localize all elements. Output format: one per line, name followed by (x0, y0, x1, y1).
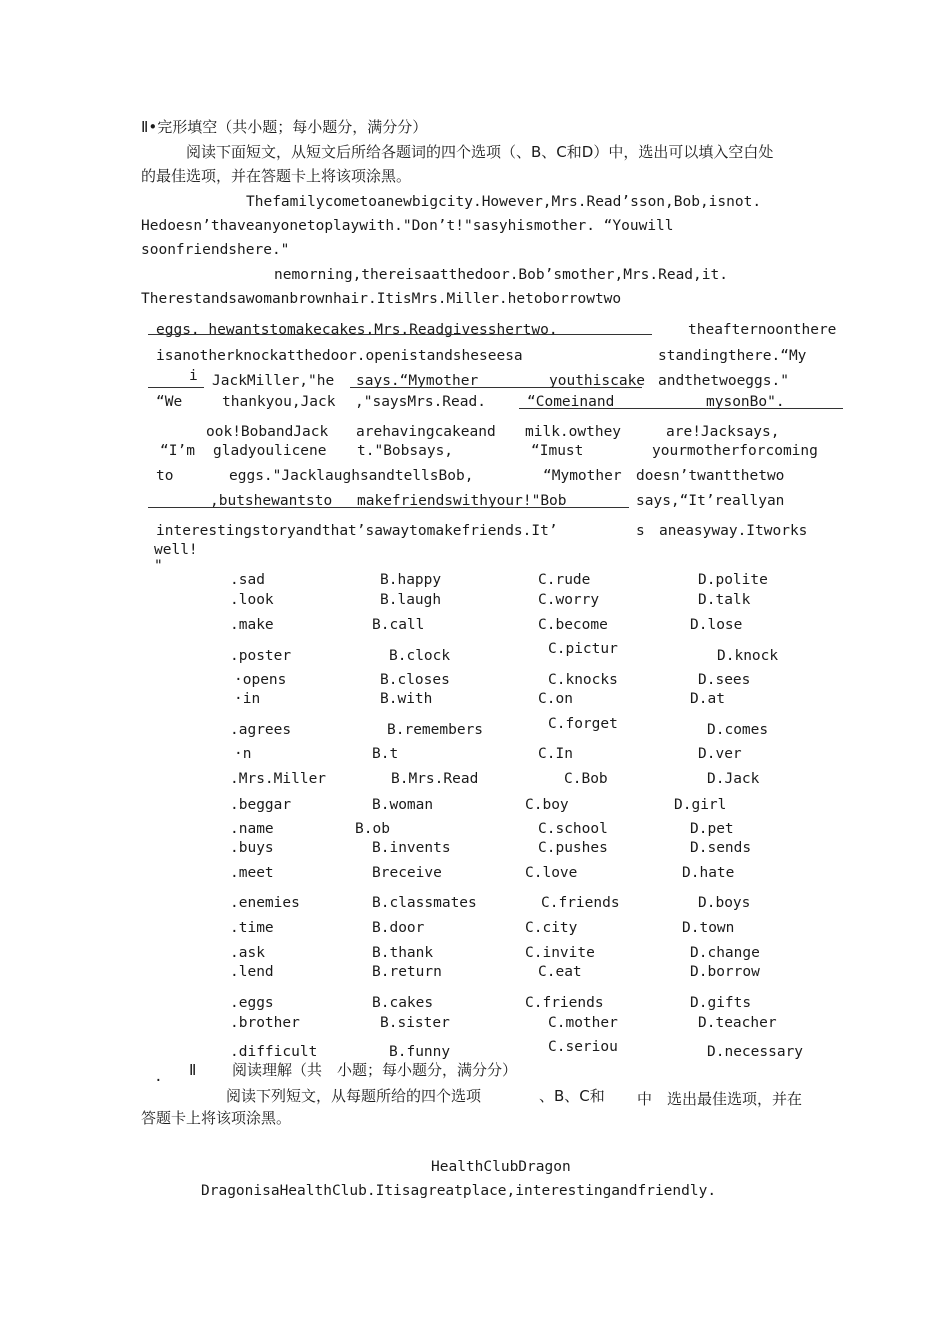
option-d: D.ver (698, 746, 742, 762)
option-d: D.sends (690, 840, 752, 856)
passage-line: soonfriendshere." (141, 242, 290, 258)
passage-line: milk.owthey (525, 424, 622, 440)
option-b: B.Mrs.Read (391, 771, 479, 787)
passage-line: ook!BobandJack (206, 424, 329, 440)
passage-line: andthetwoeggs." (658, 373, 789, 389)
option-d: D.talk (698, 592, 751, 608)
passage-line: doesn’twantthetwo (636, 468, 785, 484)
option-c: C.love (525, 865, 578, 881)
passage-line: gladyoulicene (213, 443, 327, 459)
option-c: C.friends (525, 995, 604, 1011)
option-c: C.Bob (564, 771, 608, 787)
blank-underline (148, 387, 204, 388)
option-d: D.sees (698, 672, 751, 688)
passage-line: DragonisaHealthClub.Itisagreatplace,interestingandfriendly. (201, 1183, 717, 1199)
cloze-instruction: 阅读下面短文，从短文后所给各题词的四个选项（、B、C和D）中，选出可以填入空白处 (186, 143, 774, 161)
passage-line: eggs. hewantstomakecakes.Mrs.Readgivesshertwo. (156, 322, 558, 338)
option-d: D.hate (682, 865, 735, 881)
blank-underline (148, 334, 652, 335)
section-heading-reading: 阅读理解（共 小题；每小题分，满分分） (232, 1061, 518, 1079)
option-a: ·in (234, 691, 261, 707)
option-b: B.funny (389, 1044, 451, 1060)
option-b: B.closes (380, 672, 450, 688)
passage-title: HealthClubDragon (431, 1159, 571, 1175)
passage-line: makefriendswithyour!"Bob (357, 493, 567, 509)
option-b: B.clock (389, 648, 451, 664)
option-a: .name (230, 821, 274, 837)
option-d: D.lose (690, 617, 743, 633)
option-d: D.boys (698, 895, 751, 911)
passage-line: “Imust (531, 443, 584, 459)
option-b: B.remembers (387, 722, 484, 738)
passage-line: ,butshewantsto (210, 493, 333, 509)
passage-line: are!Jacksays, (666, 424, 780, 440)
option-c: C.boy (525, 797, 569, 813)
option-c: C.rude (538, 572, 591, 588)
passage-line: t."Bobsays, (357, 443, 454, 459)
passage-line: Hedoesn’thaveanyonetoplaywith."Don’t!"sasyhismother. “Youwill (141, 218, 674, 234)
passage-line: Therestandsawomanbrownhair.ItisMrs.Miller.hetoborrowtwo (141, 291, 622, 307)
option-d: D.necessary (707, 1044, 804, 1060)
option-d: D.comes (707, 722, 769, 738)
option-c: C.friends (541, 895, 620, 911)
option-b: B.classmates (372, 895, 477, 911)
option-a: .brother (230, 1015, 300, 1031)
option-c: C.pushes (538, 840, 608, 856)
section-number: Ⅱ (189, 1061, 197, 1079)
passage-line: “Comeinand (527, 394, 615, 410)
option-a: .enemies (230, 895, 300, 911)
option-d: D.borrow (690, 964, 760, 980)
option-a: .beggar (230, 797, 292, 813)
reading-instruction: 阅读下列短文，从每题所给的四个选项 (226, 1087, 482, 1105)
option-c: C.seriou (548, 1039, 618, 1055)
passage-line: aneasyway.Itworks (659, 523, 808, 539)
reading-instruction-cont: 答题卡上将该项涂黑。 (141, 1109, 292, 1127)
option-a: .ask (230, 945, 265, 961)
option-d: D.girl (674, 797, 727, 813)
passage-line: “We (156, 394, 183, 410)
option-b: B.call (372, 617, 425, 633)
passage-line: ,"saysMrs.Read. (355, 394, 486, 410)
option-a: .sad (230, 572, 265, 588)
option-c: C.become (538, 617, 608, 633)
blank-underline (519, 408, 843, 409)
option-d: D.teacher (698, 1015, 777, 1031)
passage-line: to (156, 468, 174, 484)
passage-line: standingthere.“My (658, 348, 807, 364)
option-b: B.thank (372, 945, 434, 961)
option-d: D.Jack (707, 771, 760, 787)
passage-line: mysonBo". (706, 394, 785, 410)
option-a: .Mrs.Miller (230, 771, 327, 787)
option-d: D.pet (690, 821, 734, 837)
reading-instruction: 、B、C和 (539, 1087, 605, 1105)
option-b: B.ob (355, 821, 390, 837)
passage-line: theafternoonthere (688, 322, 837, 338)
passage-line: isanotherknockatthedoor.openistandsheseesa (156, 348, 523, 364)
option-d: D.polite (698, 572, 768, 588)
option-b: B.return (372, 964, 442, 980)
option-c: C.worry (538, 592, 600, 608)
option-a: ·opens (234, 672, 287, 688)
option-a: ·n (234, 746, 252, 762)
option-c: C.invite (525, 945, 595, 961)
passage-line: well! (154, 542, 198, 558)
option-a: .make (230, 617, 274, 633)
option-c: C.eat (538, 964, 582, 980)
option-a: .poster (230, 648, 292, 664)
cloze-instruction-cont: 的最佳选项，并在答题卡上将该项涂黑。 (141, 167, 412, 185)
option-b: B.cakes (372, 995, 434, 1011)
option-d: D.change (690, 945, 760, 961)
option-d: D.gifts (690, 995, 752, 1011)
passage-line: JackMiller,"he (212, 373, 335, 389)
passage-line: yourmotherforcoming (652, 443, 818, 459)
option-b: B.door (372, 920, 425, 936)
passage-fragment: i (189, 368, 198, 384)
passage-fragment: " (154, 558, 163, 574)
option-b: B.woman (372, 797, 434, 813)
option-a: .time (230, 920, 274, 936)
passage-line: youthiscake (549, 373, 646, 389)
passage-line: says,“It’reallyan (636, 493, 785, 509)
reading-instruction: 选出最佳选项，并在 (667, 1090, 803, 1108)
option-a: .difficult (230, 1044, 318, 1060)
option-a: .agrees (230, 722, 292, 738)
option-a: .lend (230, 964, 274, 980)
option-b: Breceive (372, 865, 442, 881)
reading-instruction: 中 (637, 1090, 653, 1108)
option-b: B.t (372, 746, 399, 762)
option-c: C.city (525, 920, 578, 936)
option-c: C.knocks (548, 672, 618, 688)
option-a: .look (230, 592, 274, 608)
passage-line: s (636, 523, 645, 539)
option-b: B.happy (380, 572, 442, 588)
option-c: C.on (538, 691, 573, 707)
passage-line: interestingstoryandthat’sawaytomakefriends.It’ (156, 523, 558, 539)
option-c: C.mother (548, 1015, 618, 1031)
blank-underline (148, 507, 629, 508)
option-b: B.invents (372, 840, 451, 856)
option-a: .buys (230, 840, 274, 856)
passage-line: says.“Mymother (356, 373, 479, 389)
option-d: D.at (690, 691, 725, 707)
option-a: .eggs (230, 995, 274, 1011)
passage-line: thankyou,Jack (222, 394, 336, 410)
option-c: C.forget (548, 716, 618, 732)
passage-line: Thefamilycometoanewbigcity.However,Mrs.Read’sson,Bob,isnot. (246, 194, 762, 210)
option-d: D.town (682, 920, 735, 936)
passage-line: eggs."JacklaughsandtellsBob, (229, 468, 474, 484)
option-c: C.In (538, 746, 573, 762)
section-heading-cloze: Ⅱ•完形填空（共小题；每小题分，满分分） (141, 118, 428, 136)
option-a: .meet (230, 865, 274, 881)
option-c: C.pictur (548, 641, 618, 657)
option-b: B.laugh (380, 592, 442, 608)
stray-dot: . (154, 1069, 163, 1085)
option-b: B.sister (380, 1015, 450, 1031)
passage-line: arehavingcakeand (356, 424, 496, 440)
option-b: B.with (380, 691, 433, 707)
option-d: D.knock (717, 648, 779, 664)
passage-line: “Mymother (543, 468, 622, 484)
option-c: C.school (538, 821, 608, 837)
passage-line: “I’m (160, 443, 195, 459)
passage-line: nemorning,thereisaatthedoor.Bob’smother,Mrs.Read,it. (274, 267, 728, 283)
